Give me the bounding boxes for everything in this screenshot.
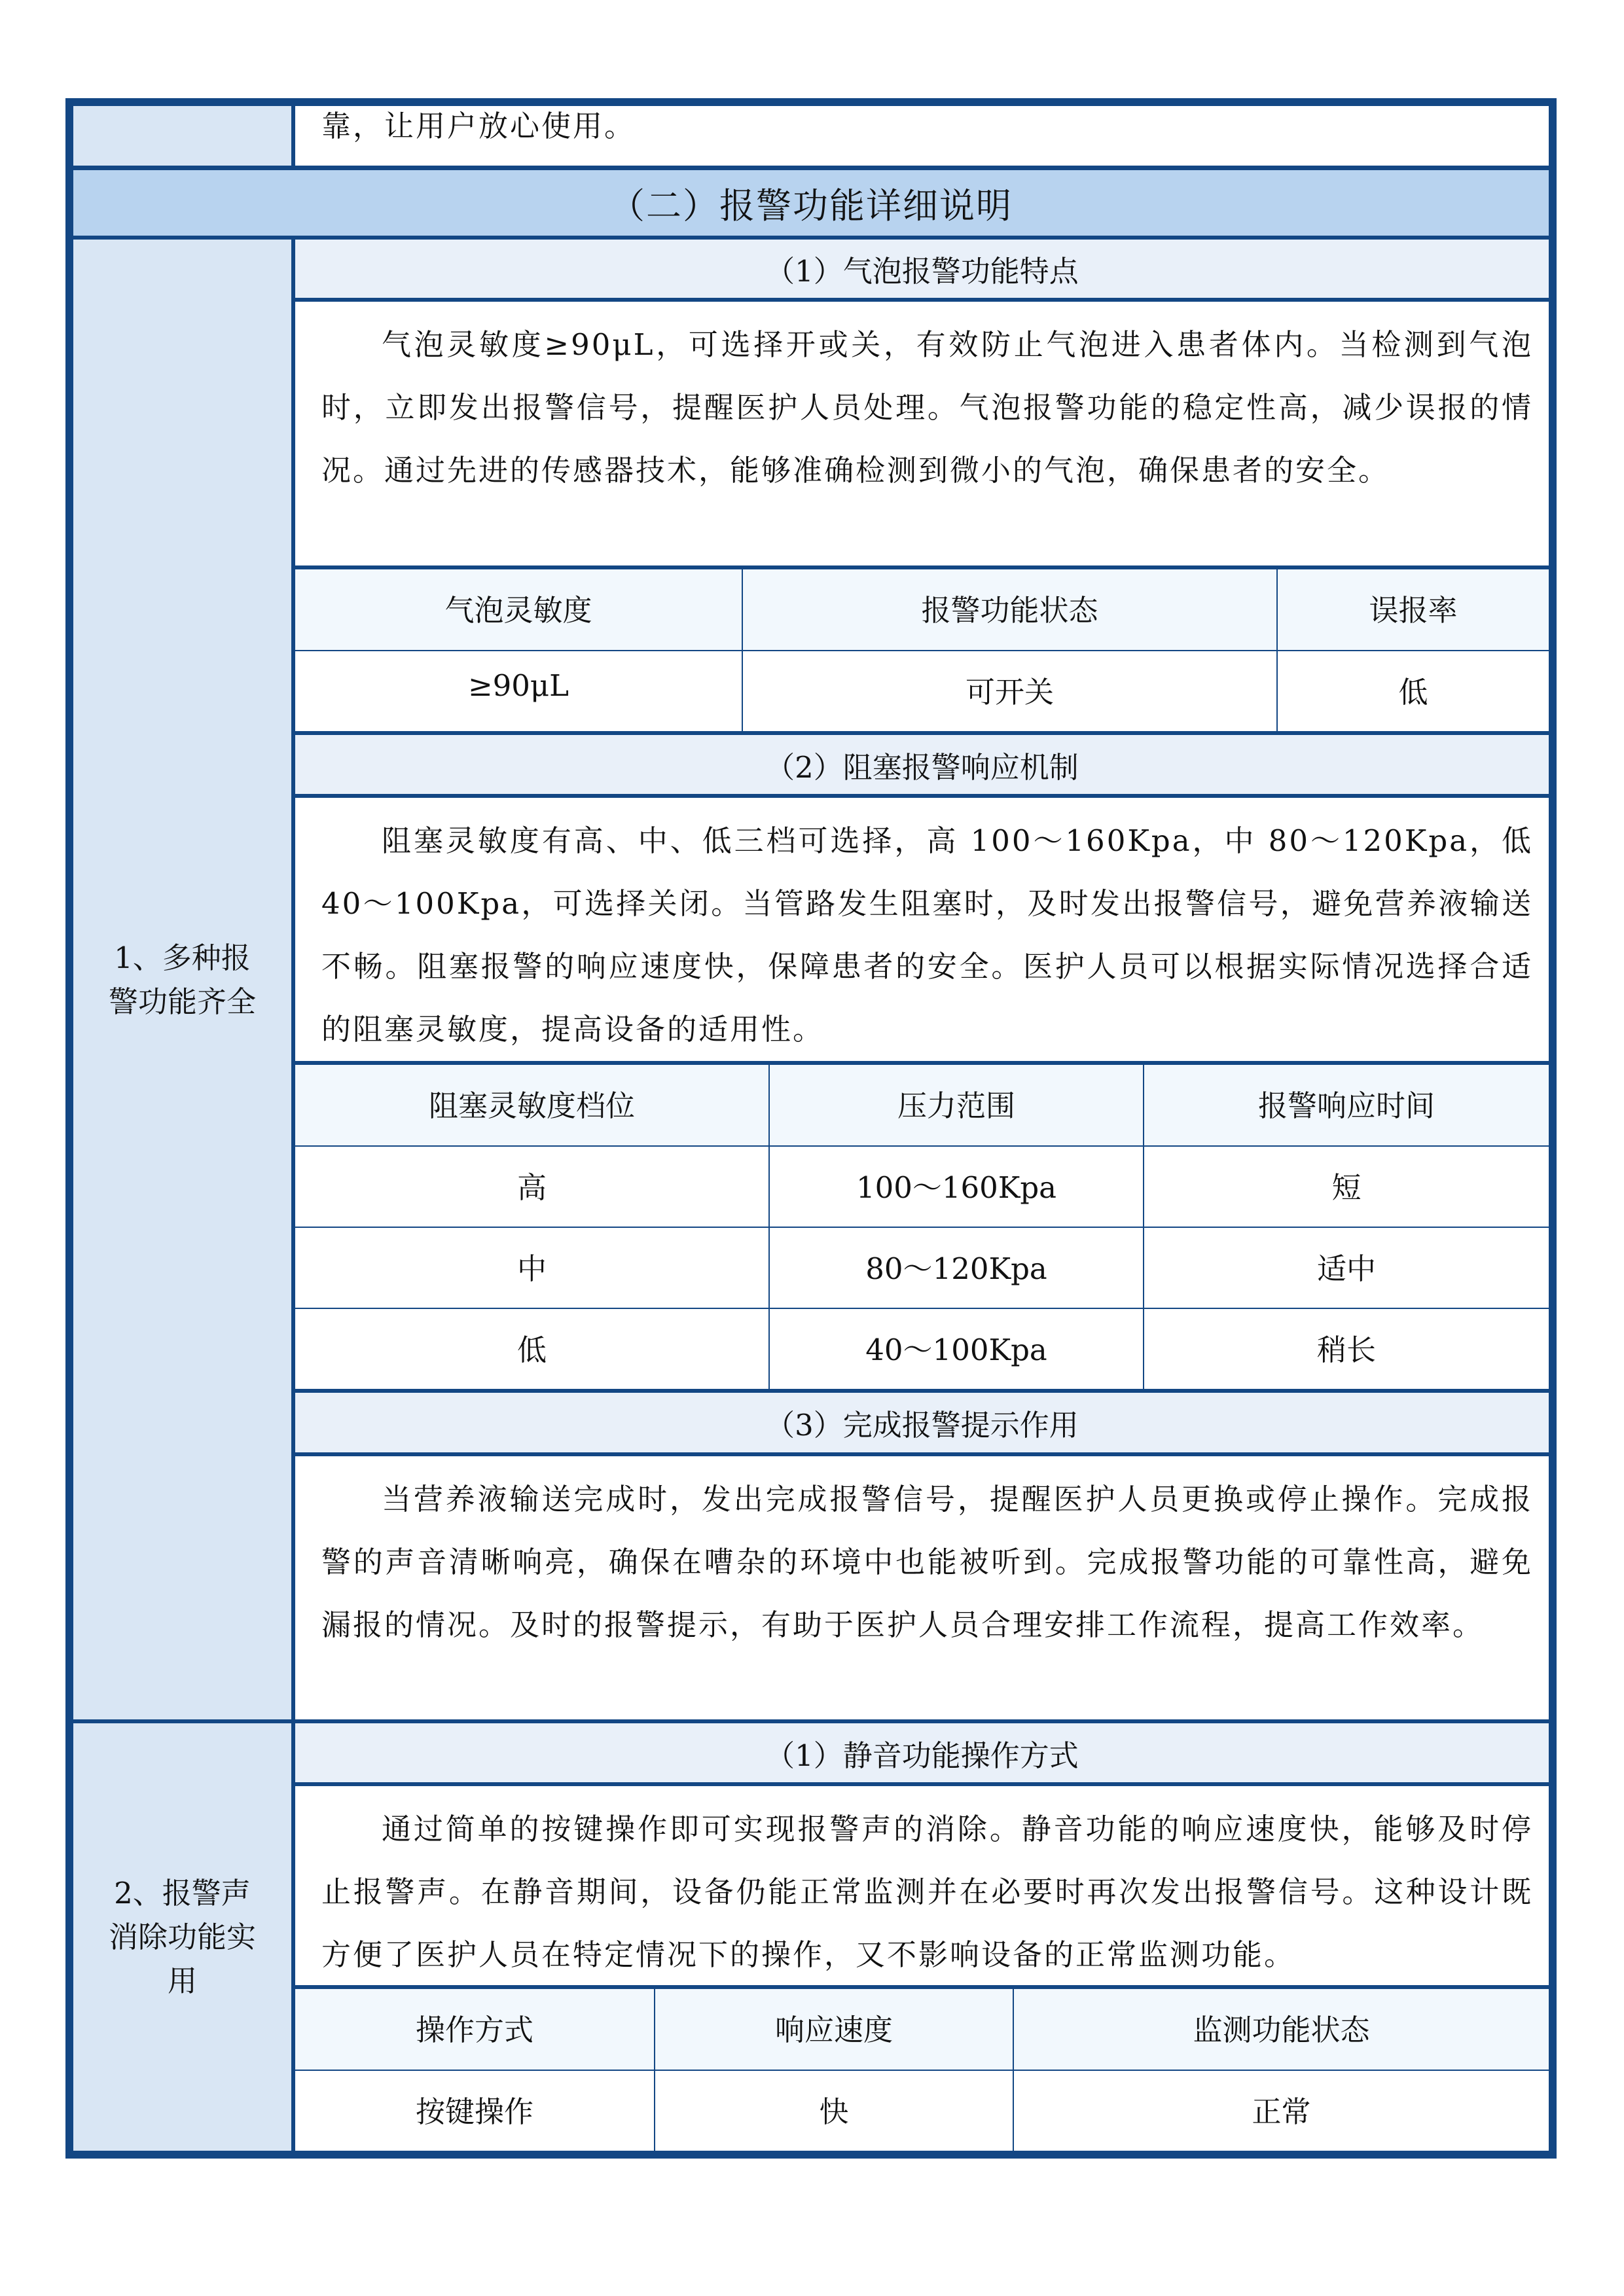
continuation-label-cell [73, 106, 291, 166]
subheader-title: （2）阻塞报警响应机制 [765, 749, 1079, 785]
paragraph-occlusion-alarm [295, 798, 1549, 1061]
table-cell: 适中 [1144, 1228, 1549, 1308]
table-header-cell: 气泡灵敏度 [295, 569, 742, 650]
subheader-bubble-alarm [295, 240, 1549, 298]
table-cell: 短 [1144, 1147, 1549, 1227]
table-cell: ≥90μL [295, 651, 742, 731]
paragraph-mute-operation [295, 1786, 1549, 1985]
group-label-line: 1、多种报 [114, 940, 251, 975]
table-header-cell: 响应速度 [655, 1989, 1013, 2070]
subheader-title: （3）完成报警提示作用 [765, 1408, 1079, 1443]
table-header-cell: 误报率 [1278, 569, 1549, 650]
subheader-mute-operation [295, 1723, 1549, 1782]
table-header-cell: 报警功能状态 [743, 569, 1276, 650]
table-cell: 正常 [1014, 2071, 1549, 2151]
paragraph-bubble-alarm [295, 302, 1549, 565]
subheader-completion-alarm [295, 1393, 1549, 1452]
section-header-title: （二）报警功能详细说明 [609, 185, 1013, 226]
paragraph-text: 气泡灵敏度≥90μL，可选择开或关，有效防止气泡进入患者体内。当检测到气泡时，立即发出报警信号，提醒医护人员处理。气泡报警功能的稳定性高，减少误报的情况。通过先进的传感器技术，能够准确检测到微小的气泡，确保患者的安全。 [321, 327, 1533, 488]
table-header-cell: 阻塞灵敏度档位 [295, 1065, 768, 1145]
table-cell: 中 [295, 1228, 768, 1308]
group-label-line: 2、报警声 [114, 1876, 251, 1910]
table-cell: 40～100Kpa [770, 1309, 1143, 1389]
paragraph-text: 通过简单的按键操作即可实现报警声的消除。静音功能的响应速度快，能够及时停止报警声。在静音期间，设备仍能正常监测并在必要时再次发出报警信号。这种设计既方便了医护人员在特定情况下的操作，又不影响设备的正常监测功能。 [321, 1812, 1533, 1972]
table-header-cell: 监测功能状态 [1014, 1989, 1549, 2070]
table-cell: 稍长 [1144, 1309, 1549, 1389]
table-cell: 低 [295, 1309, 768, 1389]
continuation-text: 靠，让用户放心使用。 [321, 109, 636, 143]
table-bubble-alarm [295, 569, 1549, 731]
table-cell: 低 [1278, 651, 1549, 731]
table-header-cell: 操作方式 [295, 1989, 654, 2070]
subheader-occlusion-alarm [295, 735, 1549, 794]
table-cell: 按键操作 [295, 2071, 654, 2151]
table-cell: 100～160Kpa [770, 1147, 1143, 1227]
subheader-title: （1）静音功能操作方式 [765, 1738, 1079, 1773]
table-cell: 可开关 [743, 651, 1276, 731]
table-cell: 高 [295, 1147, 768, 1227]
section-header [73, 170, 1549, 236]
subheader-title: （1）气泡报警功能特点 [765, 254, 1079, 289]
group-label-line: 用 [167, 1964, 197, 1998]
continuation-text-cell [295, 106, 1549, 166]
table-mute-operation [295, 1989, 1549, 2151]
paragraph-text: 当营养液输送完成时，发出完成报警信号，提醒医护人员更换或停止操作。完成报警的声音清晰响亮，确保在嘈杂的环境中也能被听到。完成报警功能的可靠性高，避免漏报的情况。及时的报警提示，有助于医护人员合理安排工作流程，提高工作效率。 [321, 1482, 1533, 1642]
group-label-cell-1 [73, 240, 291, 1719]
table-cell: 快 [655, 2071, 1013, 2151]
group-label-line: 警功能齐全 [108, 984, 256, 1019]
table-cell: 80～120Kpa [770, 1228, 1143, 1308]
group-label-line: 消除功能实 [108, 1920, 256, 1954]
paragraph-completion-alarm [295, 1456, 1549, 1719]
table-header-cell: 压力范围 [770, 1065, 1143, 1145]
group-label-cell-2 [73, 1723, 291, 2151]
table-header-cell: 报警响应时间 [1144, 1065, 1549, 1145]
paragraph-text: 阻塞灵敏度有高、中、低三档可选择，高 100～160Kpa，中 80～120Kpa，低 40～100Kpa，可选择关闭。当管路发生阻塞时，及时发出报警信号，避免营养液输送不畅。阻塞报警的响应速度快，保障患者的安全。医护人员可以根据实际情况选择合适的阻塞灵敏度，提高设备的适用性。 [321, 823, 1533, 1047]
table-occlusion-alarm [295, 1065, 1549, 1389]
